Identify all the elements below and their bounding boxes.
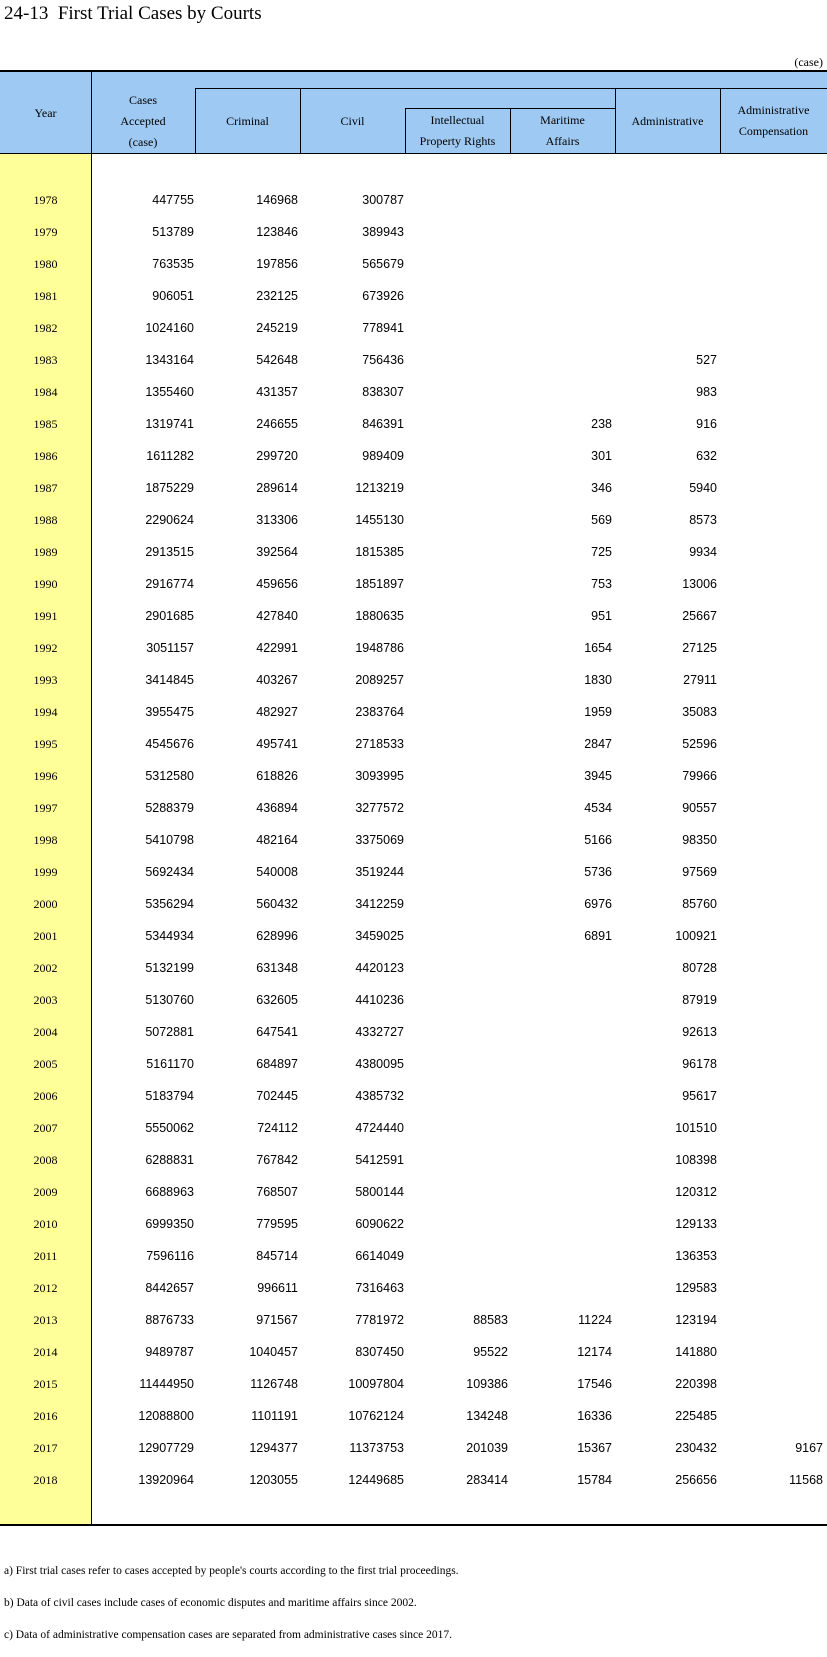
cell-year: 1991 <box>33 609 58 623</box>
cell-year: 2002 <box>33 961 58 975</box>
cell-criminal: 702445 <box>256 1089 298 1103</box>
cell-cases-accepted: 9489787 <box>145 1345 194 1359</box>
table-row <box>0 1048 827 1080</box>
cell-criminal: 459656 <box>256 577 298 591</box>
cell-civil: 989409 <box>362 449 404 463</box>
cell-administrative: 129133 <box>675 1217 717 1231</box>
cell-maritime: 346 <box>591 481 612 495</box>
cell-civil: 1455130 <box>355 513 404 527</box>
cell-maritime: 1830 <box>584 673 612 687</box>
cell-criminal: 482927 <box>256 705 298 719</box>
cell-civil: 10762124 <box>348 1409 404 1423</box>
cell-civil: 389943 <box>362 225 404 239</box>
table-row <box>0 184 827 216</box>
cell-maritime: 15784 <box>577 1473 612 1487</box>
header-intellectual-property: Intellectual Property Rights <box>419 113 496 148</box>
cell-criminal: 313306 <box>256 513 298 527</box>
cell-administrative: 108398 <box>675 1153 717 1167</box>
cell-cases-accepted: 6688963 <box>145 1185 194 1199</box>
cell-civil: 3277572 <box>355 801 404 815</box>
cell-maritime: 569 <box>591 513 612 527</box>
table-row <box>0 920 827 952</box>
cell-year: 1998 <box>33 833 58 847</box>
cell-cases-accepted: 5183794 <box>145 1089 194 1103</box>
cell-cases-accepted: 5410798 <box>145 833 194 847</box>
table-row <box>0 1432 827 1464</box>
cell-year: 1996 <box>33 769 58 783</box>
cell-administrative: 92613 <box>682 1025 717 1039</box>
cell-criminal: 724112 <box>257 1121 298 1135</box>
table-row <box>0 248 827 280</box>
cell-cases-accepted: 3414845 <box>145 673 194 687</box>
cell-criminal: 1126748 <box>250 1377 298 1391</box>
cell-cases-accepted: 2901685 <box>145 609 194 623</box>
table-row <box>0 504 827 536</box>
footnotes <box>4 1555 459 1651</box>
cell-civil: 3459025 <box>355 929 404 943</box>
cell-criminal: 779595 <box>256 1217 298 1231</box>
cell-maritime: 951 <box>591 609 612 623</box>
cell-administrative: 120312 <box>675 1185 717 1199</box>
cell-year: 2005 <box>33 1057 58 1071</box>
cell-criminal: 495741 <box>256 737 298 751</box>
cell-cases-accepted: 12907729 <box>138 1441 194 1455</box>
cell-administrative: 916 <box>696 417 717 431</box>
cell-criminal: 422991 <box>256 641 298 655</box>
cell-cases-accepted: 2913515 <box>145 545 194 559</box>
table-row <box>0 408 827 440</box>
table-row <box>0 696 827 728</box>
cell-cases-accepted: 5072881 <box>145 1025 194 1039</box>
cell-criminal: 1203055 <box>249 1473 298 1487</box>
cell-year: 1989 <box>33 545 58 559</box>
header-administrative: Administrative <box>631 113 704 128</box>
cell-civil: 4380095 <box>355 1057 404 1071</box>
cell-administrative: 136353 <box>675 1249 717 1263</box>
header-cases-accepted: Cases Accepted (case) <box>120 92 166 149</box>
cell-administrative: 141880 <box>675 1345 717 1359</box>
cell-administrative: 5940 <box>689 481 717 495</box>
table-row <box>0 472 827 504</box>
cell-maritime: 17546 <box>577 1377 612 1391</box>
cell-civil: 3519244 <box>355 865 404 879</box>
cell-civil: 6090622 <box>355 1217 404 1231</box>
cell-criminal: 436894 <box>256 801 298 815</box>
cell-criminal: 403267 <box>256 673 298 687</box>
table-row <box>0 216 827 248</box>
cell-administrative: 225485 <box>675 1409 717 1423</box>
cell-year: 1983 <box>33 353 58 367</box>
cell-year: 2001 <box>33 929 58 943</box>
table-row <box>0 1272 827 1304</box>
cell-cases-accepted: 1319741 <box>145 417 194 431</box>
cell-intellectual-property: 109386 <box>466 1377 508 1391</box>
cell-administrative: 983 <box>696 385 717 399</box>
cell-year: 2008 <box>33 1153 58 1167</box>
cell-criminal: 289614 <box>256 481 298 495</box>
table-row <box>0 344 827 376</box>
cell-civil: 3375069 <box>355 833 404 847</box>
cell-cases-accepted: 2916774 <box>145 577 194 591</box>
cell-year: 1982 <box>33 321 58 335</box>
cell-cases-accepted: 5550062 <box>145 1121 194 1135</box>
cell-civil: 756436 <box>362 353 404 367</box>
cell-civil: 1213219 <box>355 481 404 495</box>
cell-maritime: 11224 <box>578 1313 612 1327</box>
cell-cases-accepted: 5288379 <box>145 801 194 815</box>
cell-criminal: 431357 <box>256 385 298 399</box>
cell-year: 1997 <box>33 801 58 815</box>
header-maritime: Maritime Affairs <box>540 113 585 148</box>
cell-civil: 2718533 <box>355 737 404 751</box>
cell-administrative: 97569 <box>682 865 717 879</box>
cell-cases-accepted: 8442657 <box>145 1281 194 1295</box>
cell-administrative: 8573 <box>689 513 717 527</box>
cell-cases-accepted: 447755 <box>152 193 194 207</box>
cell-administrative: 85760 <box>682 897 717 911</box>
cell-year: 2004 <box>33 1025 58 1039</box>
cell-year: 1986 <box>33 449 58 463</box>
cell-cases-accepted: 513789 <box>152 225 194 239</box>
cell-civil: 11373753 <box>349 1441 404 1455</box>
cell-cases-accepted: 7596116 <box>146 1249 194 1263</box>
cell-civil: 1948786 <box>355 641 404 655</box>
cell-admin-compensation: 9167 <box>795 1441 823 1455</box>
cell-administrative: 90557 <box>682 801 717 815</box>
cell-year: 1985 <box>33 417 58 431</box>
cell-criminal: 245219 <box>256 321 298 335</box>
cell-administrative: 87919 <box>682 993 717 1007</box>
cell-maritime: 5166 <box>584 833 612 847</box>
unit-label: (case) <box>794 55 823 69</box>
cell-cases-accepted: 1024160 <box>145 321 194 335</box>
cell-year: 2014 <box>33 1345 58 1359</box>
cell-cases-accepted: 5130760 <box>145 993 194 1007</box>
cell-criminal: 631348 <box>256 961 298 975</box>
cell-criminal: 767842 <box>256 1153 298 1167</box>
cell-administrative: 129583 <box>675 1281 717 1295</box>
cell-cases-accepted: 6288831 <box>145 1153 194 1167</box>
cell-year: 1979 <box>33 225 58 239</box>
cell-year: 2000 <box>33 897 58 911</box>
table-row <box>0 664 827 696</box>
cell-cases-accepted: 5161170 <box>146 1057 194 1071</box>
cell-civil: 838307 <box>362 385 404 399</box>
cell-administrative: 52596 <box>682 737 717 751</box>
cell-civil: 4420123 <box>355 961 404 975</box>
cell-cases-accepted: 5692434 <box>145 865 194 879</box>
cell-admin-compensation: 11568 <box>789 1473 823 1487</box>
cell-intellectual-property: 134248 <box>466 1409 508 1423</box>
cell-maritime: 4534 <box>584 801 612 815</box>
cell-cases-accepted: 6999350 <box>145 1217 194 1231</box>
cell-administrative: 95617 <box>682 1089 717 1103</box>
cell-cases-accepted: 4545676 <box>145 737 194 751</box>
cell-civil: 7781972 <box>355 1313 404 1327</box>
cell-maritime: 2847 <box>584 737 612 751</box>
cell-cases-accepted: 2290624 <box>145 513 194 527</box>
cell-year: 1994 <box>33 705 58 719</box>
cell-criminal: 618826 <box>256 769 298 783</box>
table-row <box>0 888 827 920</box>
cell-criminal: 845714 <box>256 1249 298 1263</box>
cell-year: 2015 <box>33 1377 58 1391</box>
header-admin-compensation: Administrative Compensation <box>737 103 810 138</box>
cell-civil: 5800144 <box>355 1185 404 1199</box>
cell-maritime: 12174 <box>577 1345 612 1359</box>
cell-civil: 6614049 <box>355 1249 404 1263</box>
table-row <box>0 1464 827 1496</box>
cell-administrative: 25667 <box>682 609 717 623</box>
cell-year: 2013 <box>33 1313 58 1327</box>
cell-cases-accepted: 11444950 <box>139 1377 194 1391</box>
table-row <box>0 536 827 568</box>
cell-cases-accepted: 1355460 <box>145 385 194 399</box>
page-title: 24-13 First Trial Cases by Courts <box>4 3 262 24</box>
cell-criminal: 971567 <box>256 1313 298 1327</box>
cell-criminal: 540008 <box>256 865 298 879</box>
cell-administrative: 9934 <box>689 545 717 559</box>
cell-year: 2011 <box>33 1249 58 1263</box>
cell-criminal: 1294377 <box>249 1441 298 1455</box>
cell-criminal: 146968 <box>256 193 298 207</box>
cell-year: 1981 <box>33 289 58 303</box>
cell-criminal: 560432 <box>256 897 298 911</box>
footnote: c) Data of administrative compensation cases are separated from administrative cases since 2017. <box>4 1629 453 1641</box>
cell-cases-accepted: 1343164 <box>145 353 194 367</box>
cell-year: 1987 <box>33 481 58 495</box>
cell-administrative: 256656 <box>675 1473 717 1487</box>
cell-maritime: 15367 <box>577 1441 612 1455</box>
cell-civil: 4385732 <box>355 1089 404 1103</box>
table-row <box>0 1336 827 1368</box>
cell-maritime: 1959 <box>584 705 612 719</box>
cell-administrative: 80728 <box>682 961 717 975</box>
cell-criminal: 684897 <box>256 1057 298 1071</box>
cell-civil: 12449685 <box>348 1473 404 1487</box>
cell-civil: 846391 <box>362 417 404 431</box>
table-row <box>0 1208 827 1240</box>
cell-civil: 673926 <box>362 289 404 303</box>
cell-year: 1993 <box>33 673 58 687</box>
cell-cases-accepted: 3051157 <box>146 641 194 655</box>
table-row <box>0 312 827 344</box>
cell-civil: 565679 <box>362 257 404 271</box>
cell-intellectual-property: 201039 <box>466 1441 508 1455</box>
table-row <box>0 792 827 824</box>
cell-intellectual-property: 95522 <box>473 1345 508 1359</box>
table-row <box>0 1144 827 1176</box>
cell-year: 2007 <box>33 1121 58 1135</box>
table-row <box>0 1240 827 1272</box>
cell-year: 2016 <box>33 1409 58 1423</box>
cell-year: 2017 <box>33 1441 58 1455</box>
table-row <box>0 280 827 312</box>
cell-cases-accepted: 5344934 <box>145 929 194 943</box>
table-row <box>0 568 827 600</box>
cell-maritime: 238 <box>591 417 612 431</box>
cell-cases-accepted: 1875229 <box>145 481 194 495</box>
cell-administrative: 100921 <box>675 929 717 943</box>
table-row <box>0 376 827 408</box>
cell-maritime: 753 <box>591 577 612 591</box>
cell-criminal: 482164 <box>256 833 298 847</box>
cell-year: 1990 <box>33 577 58 591</box>
cell-year: 1992 <box>33 641 58 655</box>
cell-civil: 778941 <box>362 321 404 335</box>
cell-criminal: 299720 <box>256 449 298 463</box>
cell-cases-accepted: 12088800 <box>138 1409 194 1423</box>
table-row <box>0 1112 827 1144</box>
cell-administrative: 96178 <box>682 1057 717 1071</box>
cell-criminal: 197856 <box>256 257 298 271</box>
table-row <box>0 440 827 472</box>
cell-intellectual-property: 88583 <box>473 1313 508 1327</box>
table-row <box>0 984 827 1016</box>
cell-civil: 8307450 <box>355 1345 404 1359</box>
cell-administrative: 35083 <box>682 705 717 719</box>
table-row <box>0 760 827 792</box>
cell-administrative: 79966 <box>682 769 717 783</box>
cell-civil: 3093995 <box>355 769 404 783</box>
cell-cases-accepted: 906051 <box>152 289 194 303</box>
cell-year: 2018 <box>33 1473 58 1487</box>
cell-civil: 5412591 <box>355 1153 404 1167</box>
header-year: Year <box>34 105 57 120</box>
cell-criminal: 392564 <box>256 545 298 559</box>
footnote: b) Data of civil cases include cases of economic disputes and maritime affairs since 2002. <box>4 1597 417 1609</box>
cell-administrative: 230432 <box>675 1441 717 1455</box>
cell-maritime: 6891 <box>584 929 612 943</box>
cell-cases-accepted: 1611282 <box>146 449 194 463</box>
table-row <box>0 1368 827 1400</box>
cell-cases-accepted: 3955475 <box>145 705 194 719</box>
cell-criminal: 632605 <box>256 993 298 1007</box>
cell-cases-accepted: 5312580 <box>145 769 194 783</box>
table-row <box>0 600 827 632</box>
cell-maritime: 6976 <box>584 897 612 911</box>
table-row <box>0 1176 827 1208</box>
cell-administrative: 527 <box>696 353 717 367</box>
header-civil: Civil <box>340 113 365 128</box>
cell-maritime: 301 <box>591 449 612 463</box>
table-row <box>0 1400 827 1432</box>
cell-administrative: 27911 <box>683 673 717 687</box>
cell-year: 1980 <box>33 257 58 271</box>
cell-year: 1988 <box>33 513 58 527</box>
cell-civil: 1880635 <box>355 609 404 623</box>
cell-cases-accepted: 5356294 <box>145 897 194 911</box>
cell-maritime: 16336 <box>577 1409 612 1423</box>
cell-intellectual-property: 283414 <box>466 1473 508 1487</box>
cell-administrative: 13006 <box>682 577 717 591</box>
cell-maritime: 3945 <box>584 769 612 783</box>
cell-cases-accepted: 5132199 <box>145 961 194 975</box>
cell-civil: 4410236 <box>355 993 404 1007</box>
table-row <box>0 632 827 664</box>
table-row <box>0 1304 827 1336</box>
cell-criminal: 427840 <box>256 609 298 623</box>
cell-administrative: 220398 <box>675 1377 717 1391</box>
cell-criminal: 542648 <box>256 353 298 367</box>
cell-administrative: 123194 <box>675 1313 717 1327</box>
cell-criminal: 628996 <box>256 929 298 943</box>
cell-civil: 2383764 <box>355 705 404 719</box>
cell-year: 1999 <box>33 865 58 879</box>
table-row <box>0 1080 827 1112</box>
cell-civil: 1851897 <box>355 577 404 591</box>
cell-maritime: 5736 <box>584 865 612 879</box>
footnote: a) First trial cases refer to cases accepted by people's courts according to the first trial proceedings. <box>4 1565 459 1577</box>
cell-civil: 3412259 <box>355 897 404 911</box>
cell-year: 1984 <box>33 385 58 399</box>
cell-administrative: 27125 <box>682 641 717 655</box>
data-table <box>0 70 827 1526</box>
table-row <box>0 952 827 984</box>
table-row <box>0 1016 827 1048</box>
cell-civil: 300787 <box>362 193 404 207</box>
cell-administrative: 632 <box>696 449 717 463</box>
table-row <box>0 728 827 760</box>
table-row <box>0 856 827 888</box>
cell-cases-accepted: 13920964 <box>138 1473 194 1487</box>
cell-civil: 2089257 <box>355 673 404 687</box>
cell-year: 2012 <box>33 1281 58 1295</box>
cell-administrative: 98350 <box>682 833 717 847</box>
cell-civil: 4724440 <box>355 1121 404 1135</box>
table-header <box>0 72 827 154</box>
cell-criminal: 1101191 <box>251 1409 298 1423</box>
cell-maritime: 725 <box>591 545 612 559</box>
cell-year: 2003 <box>33 993 58 1007</box>
cell-criminal: 232125 <box>256 289 298 303</box>
cell-administrative: 101510 <box>675 1121 717 1135</box>
cell-year: 1995 <box>33 737 58 751</box>
cell-cases-accepted: 8876733 <box>145 1313 194 1327</box>
cell-criminal: 996611 <box>257 1281 298 1295</box>
cell-civil: 4332727 <box>355 1025 404 1039</box>
cell-criminal: 647541 <box>256 1025 298 1039</box>
cell-civil: 1815385 <box>355 545 404 559</box>
cell-year: 2006 <box>33 1089 58 1103</box>
cell-cases-accepted: 763535 <box>152 257 194 271</box>
header-criminal: Criminal <box>226 113 269 128</box>
cell-criminal: 768507 <box>256 1185 298 1199</box>
cell-maritime: 1654 <box>584 641 612 655</box>
cell-criminal: 1040457 <box>249 1345 298 1359</box>
table-row <box>0 824 827 856</box>
cell-year: 2010 <box>33 1217 58 1231</box>
cell-criminal: 246655 <box>256 417 298 431</box>
cell-civil: 10097804 <box>348 1377 404 1391</box>
cell-year: 2009 <box>33 1185 58 1199</box>
cell-civil: 7316463 <box>355 1281 404 1295</box>
cell-year: 1978 <box>33 193 58 207</box>
cell-criminal: 123846 <box>256 225 298 239</box>
